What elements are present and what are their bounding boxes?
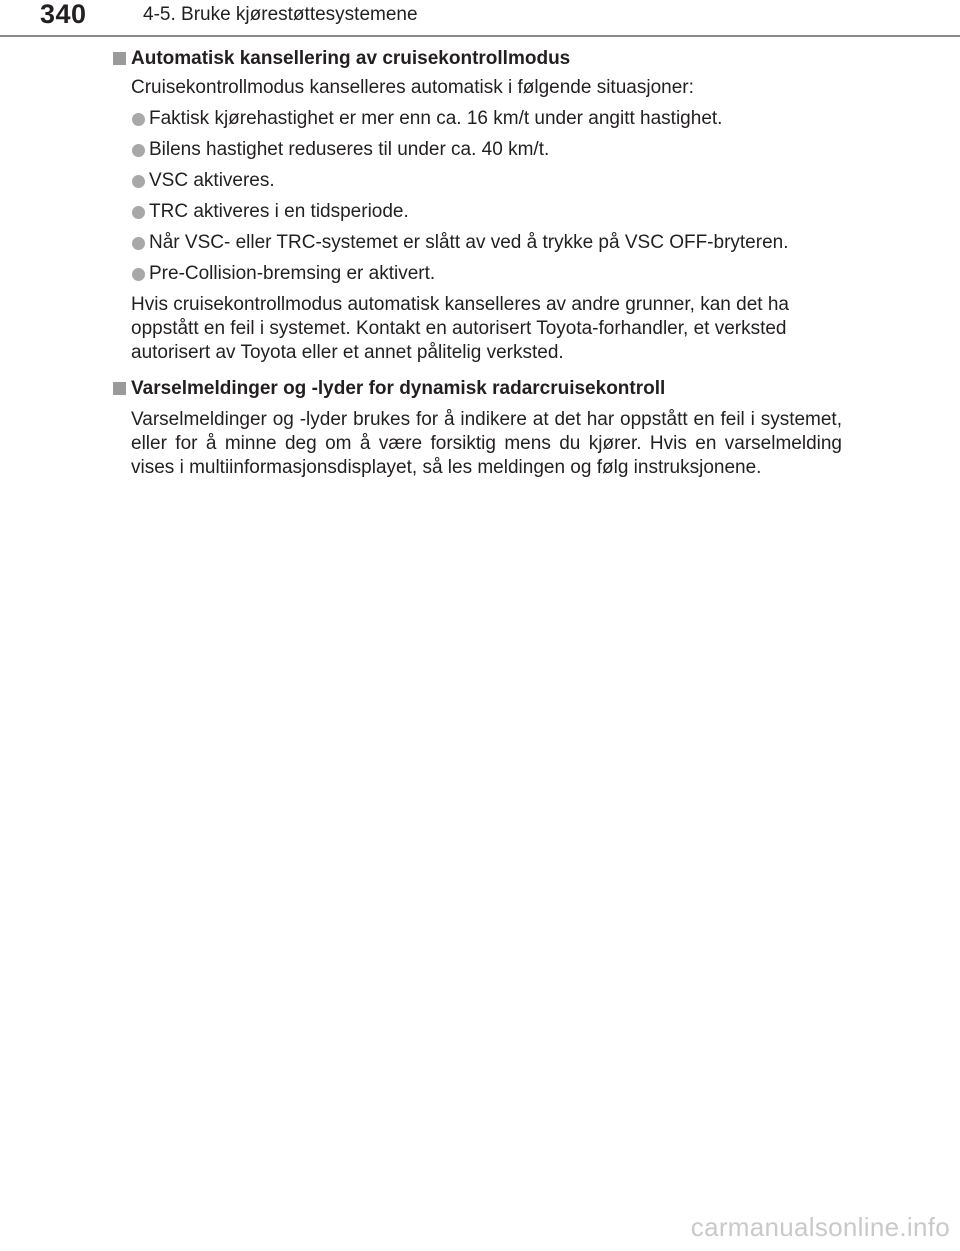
site-watermark: carmanualsonline.info: [690, 1212, 950, 1242]
section-warnings: [112, 377, 842, 480]
list-item-text: Når VSC- eller TRC-systemet er slått av ved å trykke på VSC OFF-bryteren.: [149, 232, 789, 253]
round-bullet-icon: [132, 237, 145, 250]
list-item-text: VSC aktiveres.: [149, 170, 275, 191]
list-item-text: Bilens hastighet reduseres til under ca. 40 km/t.: [149, 139, 550, 160]
list-item: [131, 231, 842, 255]
square-bullet-icon: [113, 52, 126, 65]
section-heading: [112, 377, 842, 401]
chapter-title: 4-5. Bruke kjørestøttesystemene: [143, 4, 418, 25]
square-bullet-icon: [113, 382, 126, 395]
round-bullet-icon: [132, 113, 145, 126]
page-number: 340: [40, 0, 87, 29]
round-bullet-icon: [132, 144, 145, 157]
list-item-text: Faktisk kjørehastighet er mer enn ca. 16 km/t under angitt hastighet.: [149, 108, 723, 129]
header-divider: [0, 35, 960, 37]
section-body: Varselmeldinger og -lyder brukes for å indikere at det har oppstått en feil i systemet, eller for å minne deg om å være forsiktig mens du kjører. Hvis en varselmelding vises i multiinformasjonsdisplayet, så les meldingen og følg instruksjonene.: [131, 409, 842, 478]
page-content: [112, 47, 842, 480]
section-heading-text: Varselmeldinger og -lyder for dynamisk radarcruisekontroll: [131, 378, 666, 399]
list-item: [131, 107, 842, 131]
list-item: [131, 169, 842, 193]
list-item-text: TRC aktiveres i en tidsperiode.: [149, 201, 409, 222]
section-outro: Hvis cruisekontrollmodus automatisk kanselleres av andre grunner, kan det ha oppstått en feil i systemet. Kontakt en autorisert Toyota-forhandler, et verksted autorisert av Toyota eller et annet pålitelig verksted.: [131, 294, 789, 363]
section-intro: Cruisekontrollmodus kanselleres automatisk i følgende situasjoner:: [131, 77, 694, 98]
list-item: [131, 138, 842, 162]
list-item-text: Pre-Collision-bremsing er aktivert.: [149, 263, 436, 284]
round-bullet-icon: [132, 206, 145, 219]
round-bullet-icon: [132, 268, 145, 281]
cancel-conditions-list: [131, 107, 842, 286]
section-heading: [112, 47, 842, 71]
section-heading-text: Automatisk kansellering av cruisekontrollmodus: [131, 48, 571, 69]
page-header: [0, 0, 960, 40]
list-item: [131, 200, 842, 224]
section-auto-cancel: [112, 47, 842, 365]
round-bullet-icon: [132, 175, 145, 188]
list-item: [131, 262, 842, 286]
